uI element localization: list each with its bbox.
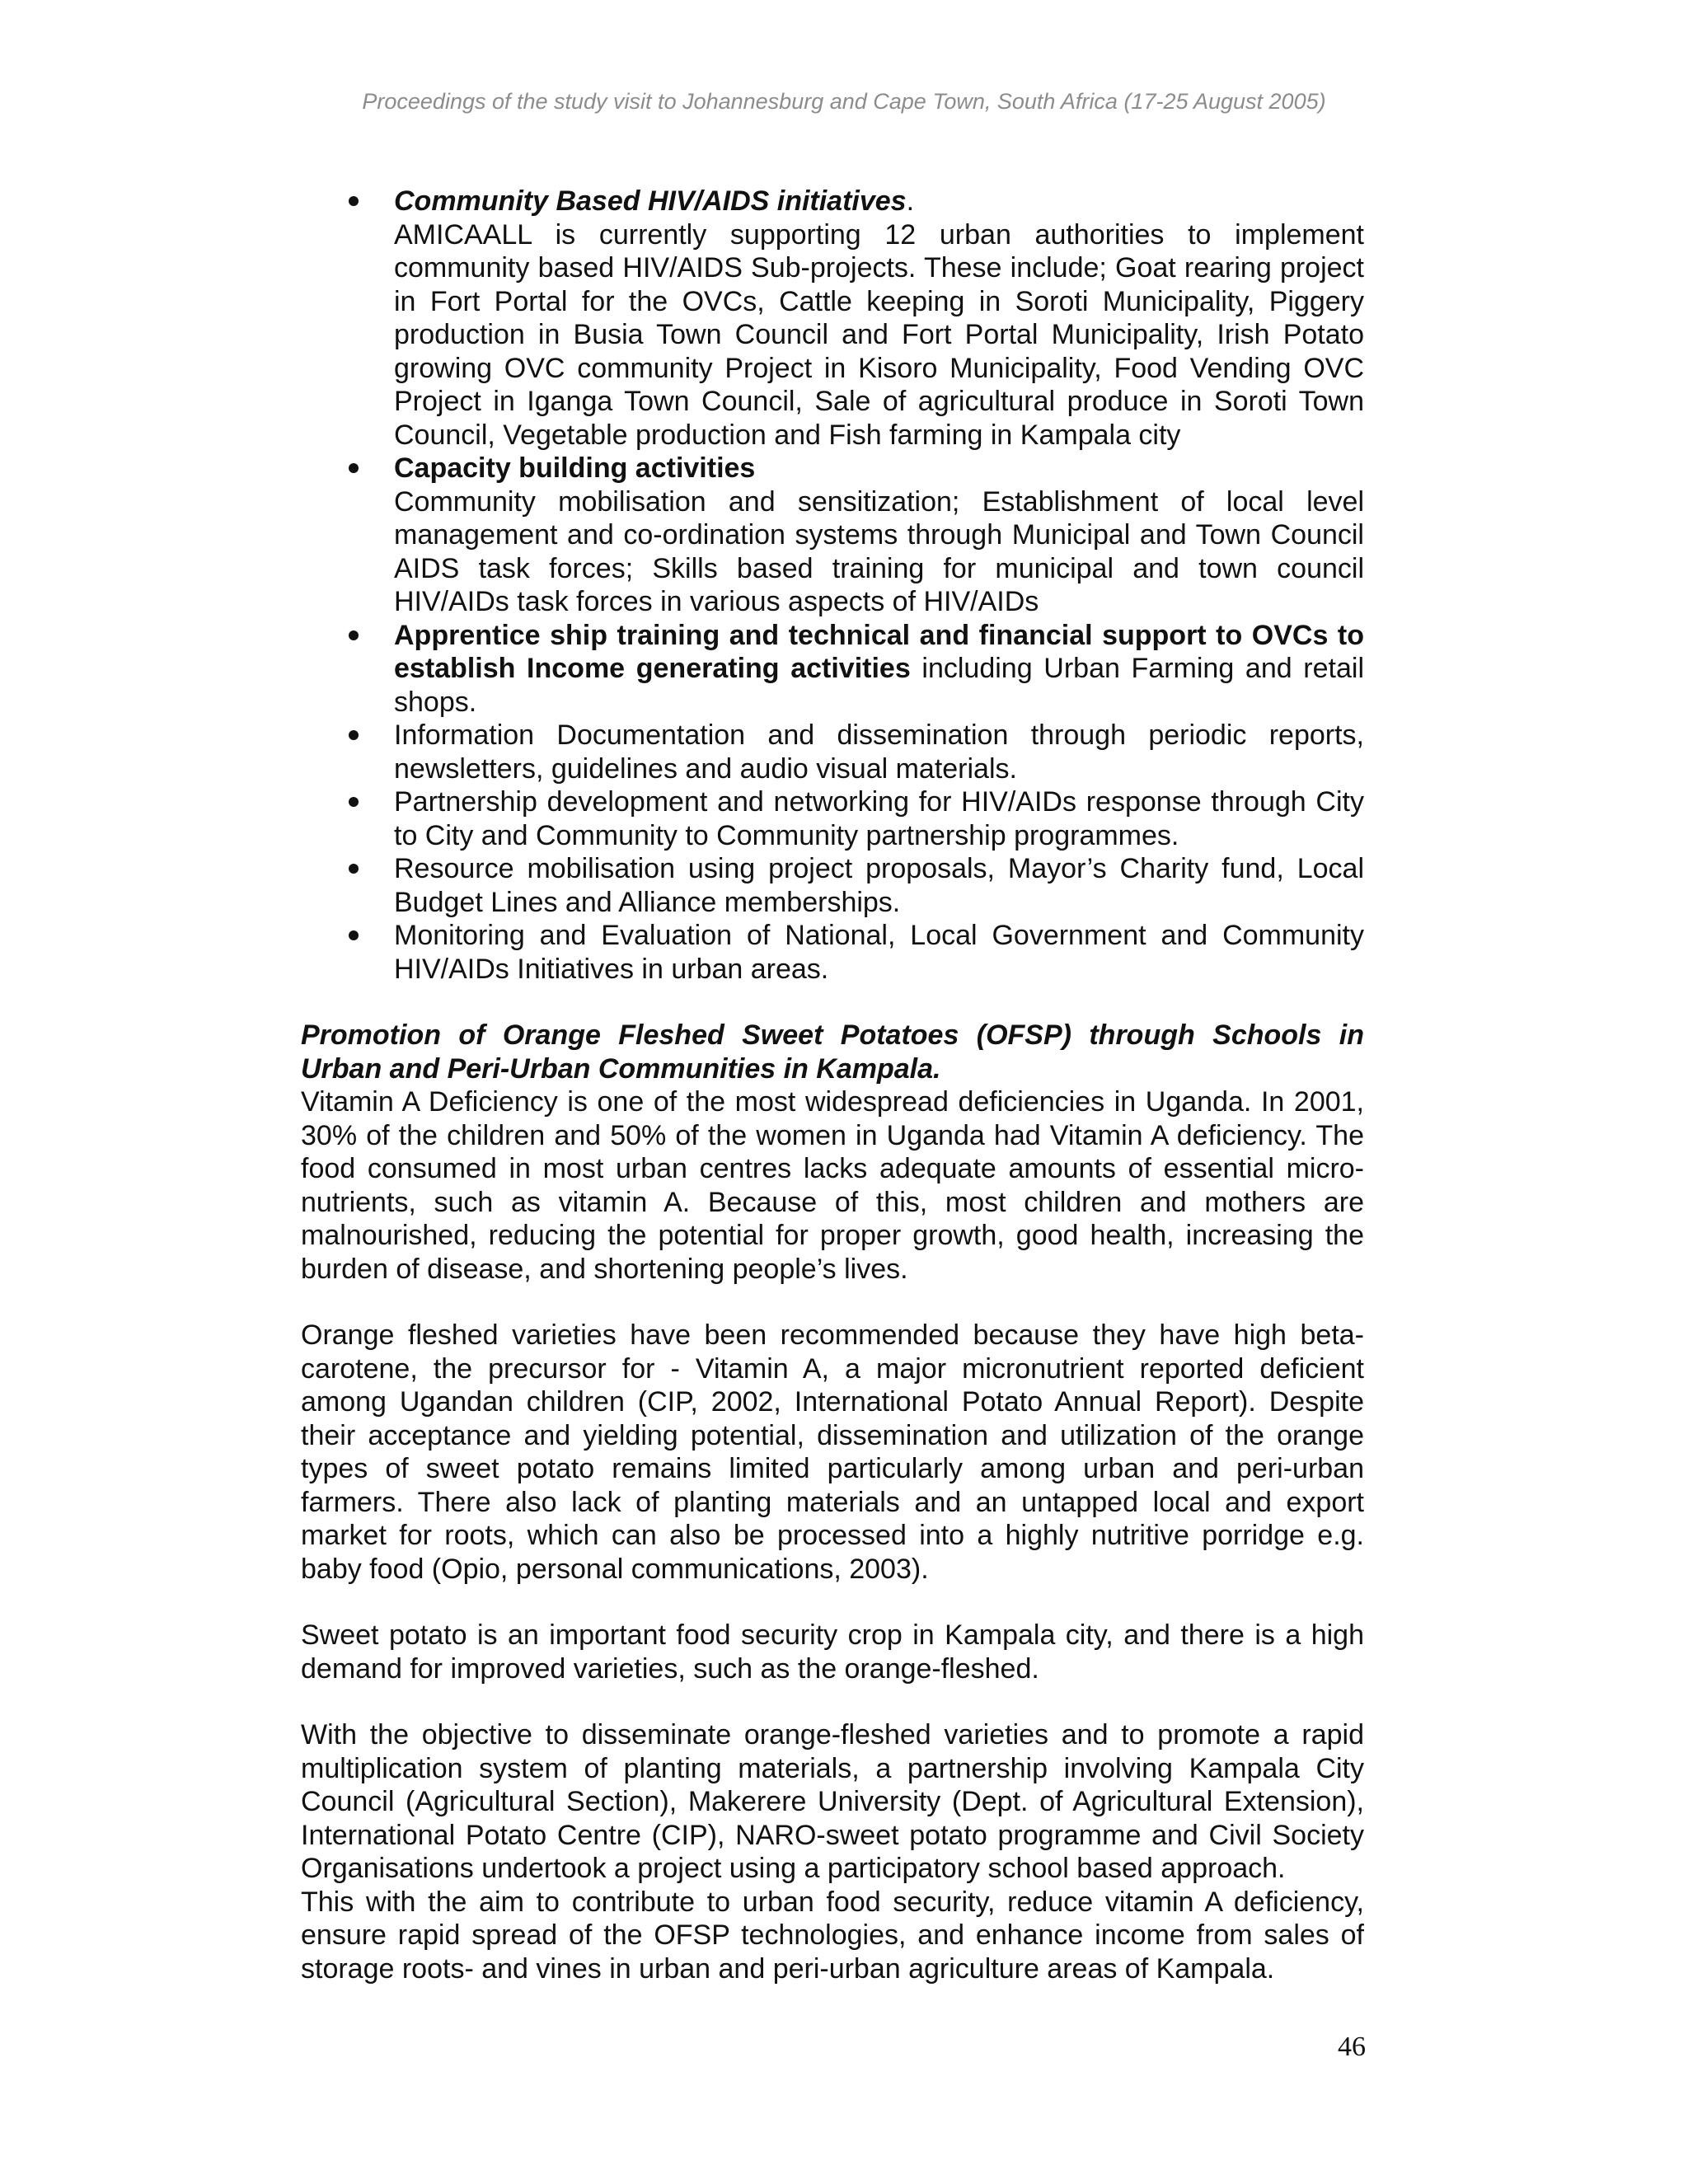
list-item-text: Partnership development and networking for HIV/AIDs response through City to City and Community to Community partnership programmes. xyxy=(394,786,1364,851)
bullet-icon xyxy=(349,730,359,740)
list-item-resource-mobilisation xyxy=(301,852,1364,919)
list-item-text: Resource mobilisation using project proposals, Mayor’s Charity fund, Local Budget Lines and Alliance memberships. xyxy=(394,853,1364,918)
list-item-monitoring xyxy=(301,919,1364,986)
list-item-body: AMICAALL is currently supporting 12 urban authorities to implement community based HIV/AIDS Sub-projects. These include; Goat rearing project in Fort Portal for the OVCs, Cattle keeping in Soroti Municipality, Piggery production in Busia Town Council and Fort Portal Municipality, Irish Potato growing OVC community Project in Kisoro Municipality, Food Vending OVC Project in Iganga Town Council, Sale of agricultural produce in Soroti Town Council, Vegetable production and Fish farming in Kampala city xyxy=(394,218,1364,451)
list-item-title: Capacity building activities xyxy=(394,452,756,484)
list-item-title: Community Based HIV/AIDS initiatives xyxy=(394,185,907,217)
paragraph: Sweet potato is an important food security crop in Kampala city, and there is a high demand for improved varieties, such as the orange-fleshed. xyxy=(301,1619,1364,1685)
bullet-icon xyxy=(349,630,359,640)
list-item-title-suffix: . xyxy=(906,185,915,217)
bullet-icon xyxy=(349,930,359,940)
list-item-text: including Urban Farming and retail shops. xyxy=(394,653,1364,718)
list-item-text: Information Documentation and dissemination through periodic reports, newsletters, guidelines and audio visual materials. xyxy=(394,719,1364,785)
list-item-title: Apprentice ship training and technical and financial support to OVCs to establish Income generating activities xyxy=(394,619,1364,684)
activity-list xyxy=(301,185,1364,986)
list-item-partnership xyxy=(301,785,1364,852)
paragraph: This with the aim to contribute to urban food security, reduce vitamin A deficiency, ensure rapid spread of the OFSP technologies, and enhance income from sales of storage roots- and vines in urban and peri-urban agriculture areas of Kampala. xyxy=(301,1886,1364,1985)
section-heading: Promotion of Orange Fleshed Sweet Potatoes (OFSP) through Schools in Urban and Peri-Urban Communities in Kampala. xyxy=(301,1019,1364,1085)
bullet-icon xyxy=(349,797,359,807)
running-header: Proceedings of the study visit to Johannesburg and Cape Town, South Africa (17-25 August 2005) xyxy=(362,89,1326,114)
paragraph: Vitamin A Deficiency is one of the most widespread deficiencies in Uganda. In 2001, 30% of the children and 50% of the women in Uganda had Vitamin A deficiency. The food consumed in most urban centres lacks adequate amounts of essential micro-nutrients, such as vitamin A. Because of this, most children and mothers are malnourished, reducing the potential for proper growth, good health, increasing the burden of disease, and shortening people’s lives. xyxy=(301,1086,1364,1285)
list-item-text: Monitoring and Evaluation of National, Local Government and Community HIV/AIDs Initiatives in urban areas. xyxy=(394,920,1364,985)
list-item-body: Community mobilisation and sensitization; Establishment of local level management and co-ordination systems through Municipal and Town Council AIDS task forces; Skills based training for municipal and town council HIV/AIDs task forces in various aspects of HIV/AIDs xyxy=(394,485,1364,617)
page-number: 46 xyxy=(1338,2032,1366,2062)
bullet-icon xyxy=(349,463,359,473)
list-item-apprenticeship xyxy=(301,619,1364,719)
list-item-community-initiatives xyxy=(301,185,1364,452)
bullet-icon xyxy=(349,864,359,874)
page-content xyxy=(301,185,1364,1985)
list-item-capacity-building xyxy=(301,452,1364,619)
paragraph: Orange fleshed varieties have been recommended because they have high beta-carotene, the precursor for - Vitamin A, a major micronutrient reported deficient among Ugandan children (CIP, 2002, International Potato Annual Report). Despite their acceptance and yielding potential, dissemination and utilization of the orange types of sweet potato remains limited particularly among urban and peri-urban farmers. There also lack of planting materials and an untapped local and export market for roots, which can also be processed into a highly nutritive porridge e.g. baby food (Opio, personal communications, 2003). xyxy=(301,1319,1364,1585)
paragraph: With the objective to disseminate orange-fleshed varieties and to promote a rapid multiplication system of planting materials, a partnership involving Kampala City Council (Agricultural Section), Makerere University (Dept. of Agricultural Extension), International Potato Centre (CIP), NARO-sweet potato programme and Civil Society Organisations undertook a project using a participatory school based approach. xyxy=(301,1719,1364,1884)
bullet-icon xyxy=(349,196,359,206)
list-item-information xyxy=(301,719,1364,785)
